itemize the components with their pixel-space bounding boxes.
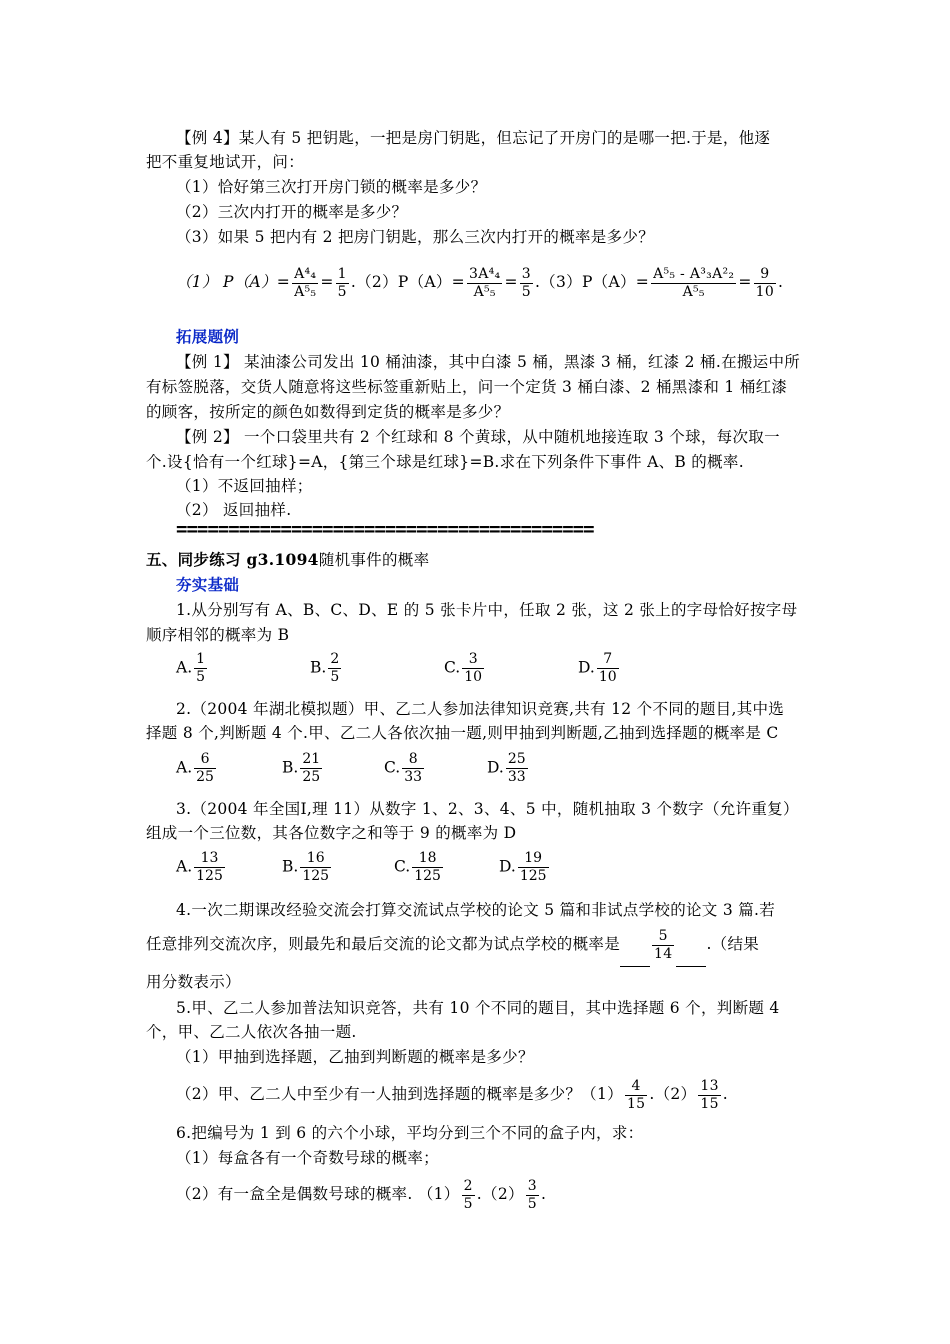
fraction: [194, 850, 225, 885]
ex4-line2: 把不重复地试开，问：: [146, 153, 305, 171]
fraction: [402, 751, 424, 786]
p2-option-d: [487, 751, 530, 786]
option-label: B.: [282, 758, 299, 777]
answer-blank: [620, 922, 650, 967]
denominator: 5: [463, 1195, 473, 1212]
fraction: [651, 266, 736, 301]
fraction: [300, 751, 322, 786]
numerator: 19: [518, 850, 549, 868]
fraction: [292, 266, 318, 301]
denominator: A⁵₅: [682, 283, 705, 300]
denominator: 25: [196, 769, 214, 785]
numerator: 16: [300, 850, 331, 868]
denominator: 5: [521, 283, 531, 300]
p3-line2: 组成一个三位数，其各位数字之和等于 9 的概率为 D: [146, 824, 517, 842]
p1-option-d: [578, 651, 621, 686]
p5-q2-text: （2）甲、乙二人中至少有一人抽到选择题的概率是多少？（1）: [176, 1085, 623, 1103]
p1-option-a: [176, 651, 209, 686]
fraction: [328, 651, 341, 686]
p2-line2: 择题 8 个,判断题 4 个.甲、乙二人各依次抽一题,则甲抽到判断题,乙抽到选择题的概率是 C: [146, 724, 779, 742]
p6-q2: [176, 1174, 806, 1214]
option-label: A.: [176, 658, 193, 677]
ex4-line1: 【例 4】某人有 5 把钥匙，一把是房门钥匙，但忘记了开房门的是哪一把.于是，他逐: [176, 129, 771, 147]
ext-e2-q2: （2） 返回抽样.: [176, 501, 292, 519]
p1-option-c: [444, 651, 486, 686]
numerator: 3: [527, 1177, 538, 1194]
numerator: 9: [754, 266, 776, 284]
numerator: 3: [521, 265, 531, 282]
numerator: 5: [652, 928, 674, 946]
denominator: 10: [598, 669, 617, 685]
numerator: 3A⁴₄: [468, 265, 501, 282]
p5-end: .: [722, 1085, 729, 1103]
option-label: B.: [282, 857, 299, 876]
fraction: [652, 928, 674, 963]
option-label: C.: [444, 658, 461, 677]
option-label: C.: [394, 857, 411, 876]
ext-e1-line1: 【例 1】 某油漆公司发出 10 桶油漆，其中白漆 5 桶，黑漆 3 桶，红漆 2 桶.在搬运中所: [176, 353, 801, 371]
fraction: [520, 266, 533, 301]
ans-p2: .（2）P（A）=: [350, 273, 465, 291]
denominator: A⁵₅: [473, 283, 496, 300]
denominator: A⁵₅: [294, 283, 317, 300]
option-label: C.: [384, 758, 401, 777]
p4-text: 任意排列交流次序，则最先和最后交流的论文都为试点学校的概率是: [146, 935, 621, 953]
numerator: 7: [597, 651, 619, 669]
p6-q1: （1）每盒各有一个奇数号球的概率；: [176, 1149, 439, 1167]
numerator: 1: [196, 651, 206, 667]
option-label: D.: [487, 758, 504, 777]
fraction: [518, 850, 549, 885]
numerator: A⁴₄: [294, 265, 317, 282]
p5-line1: 5.甲、乙二人参加普法知识竞答，共有 10 个不同的题目，其中选择题 6 个，判断题 4: [176, 999, 780, 1017]
ans-p3: .（3）P（A）=: [534, 273, 650, 291]
denominator: 5: [527, 1195, 538, 1212]
denominator: 15: [626, 1095, 646, 1112]
ex4-answer: （1） P（A）= $\frac{\text{A⁴₄}}{\text{A⁵₅}}$ = $\frac{1}{5}$ .（2）P（A）= $\frac{\text{3A⁴₄}}{\text{A⁵₅}}$ = $\frac{3}{5}$ .（3）P（A）= $\frac{\text{A⁵₅ - A³₃A²₂}}{\text{A⁵₅}}$ = $\frac{9}{10}$ .: [176, 265, 784, 300]
numerator: 6: [194, 751, 216, 769]
p3-option-a: [176, 850, 227, 885]
p2-option-b: [282, 751, 324, 786]
ext-e1-line2: 有标签脱落，交货人随意将这些标签重新贴上，问一个定货 3 桶白漆、2 桶黑漆和 1 桶红漆: [146, 378, 788, 396]
numerator: A⁵₅ - A³₃A²₂: [653, 265, 735, 282]
denominator: 125: [196, 868, 223, 884]
denominator: 25: [302, 769, 321, 785]
fraction: [300, 850, 331, 885]
ans-p1: （1） P（A）=: [176, 273, 291, 291]
sec5-title-a: 五、同步练习 g3.1094: [146, 550, 319, 569]
sec5-title-b: 随机事件的概率: [318, 551, 430, 569]
numerator: 4: [625, 1078, 647, 1096]
p6-end: .: [541, 1185, 547, 1203]
numerator: 13: [194, 850, 225, 868]
denominator: 5: [196, 669, 206, 685]
ext-e2-line1: 【例 2】 一个口袋里共有 2 个红球和 8 个黄球，从中随机地接连取 3 个球，每次取一: [176, 428, 780, 446]
numerator: 1: [337, 265, 347, 282]
p1-option-b: [310, 651, 343, 686]
numerator: 21: [302, 751, 321, 767]
ext-e1-line3: 的顾客，按所定的颜色如数得到定货的概率是多少？: [146, 403, 510, 421]
p6-line1: 6.把编号为 1 到 6 的六个小球，平均分到三个不同的盒子内，求：: [176, 1124, 644, 1142]
p5-q1: （1）甲抽到选择题，乙抽到判断题的概率是多少？: [176, 1048, 534, 1066]
fraction: [194, 751, 216, 786]
p5-mid: .（2）: [649, 1085, 697, 1103]
numerator: 2: [330, 651, 340, 667]
p1-line1: 1.从分别写有 A、B、C、D、E 的 5 张卡片中，任取 2 张，这 2 张上的字母恰好按字母: [176, 601, 798, 619]
p5-line2: 个，甲、乙二人依次各抽一题.: [146, 1023, 357, 1041]
p6-mid: .（2）: [476, 1185, 524, 1203]
p4-line2: [146, 922, 806, 967]
denominator: 10: [464, 669, 483, 685]
denominator: 33: [404, 769, 423, 785]
fraction: [506, 751, 528, 786]
p3-line1: 3.（2004 年全国Ⅰ,理 11）从数字 1、2、3、4、5 中，随机抽取 3 个数字（允许重复）: [176, 800, 799, 818]
fraction: [462, 651, 484, 686]
fraction: [597, 651, 619, 686]
p2-option-c: [384, 751, 426, 786]
denominator: 125: [519, 868, 547, 884]
numerator: 2: [463, 1177, 473, 1194]
denominator: 15: [700, 1095, 719, 1112]
denominator: 5: [337, 283, 347, 300]
denominator: 125: [302, 868, 330, 884]
p3-option-c: [394, 850, 445, 885]
numerator: 18: [412, 850, 443, 868]
option-label: D.: [578, 658, 595, 677]
p4-text-end: .（结果: [706, 935, 760, 953]
denominator: 14: [654, 945, 673, 962]
fraction: [754, 266, 776, 301]
ex4-q2: （2）三次内打开的概率是多少？: [176, 203, 408, 221]
fraction: [336, 266, 349, 301]
ext-title: 拓展题例: [176, 327, 240, 346]
answer-blank: [676, 922, 706, 967]
denominator: 10: [755, 283, 775, 300]
p4-line1: 4.一次二期课改经验交流会打算交流试点学校的论文 5 篇和非试点学校的论文 3 篇.若: [176, 901, 776, 919]
numerator: 13: [700, 1077, 719, 1094]
p1-line2: 顺序相邻的概率为 B: [146, 626, 290, 644]
numerator: 8: [402, 751, 424, 769]
p4-line3: 用分数表示）: [146, 973, 241, 991]
ans-end: .: [778, 273, 784, 291]
fraction: [467, 266, 502, 301]
denominator: 33: [507, 769, 526, 785]
p3-option-d: [499, 850, 551, 885]
fraction: [526, 1178, 539, 1213]
ex4-q1: （1）恰好第三次打开房门锁的概率是多少？: [176, 178, 487, 196]
fraction: [194, 651, 207, 686]
p3-option-b: [282, 850, 333, 885]
denominator: 5: [330, 669, 340, 685]
ext-e2-line2: 个.设{恰有一个红球}=A，{第三个球是红球}=B.求在下列条件下事件 A、B 的概率.: [146, 453, 744, 471]
separator-line: ========================================: [176, 520, 594, 538]
sec5-subtitle: 夯实基础: [176, 575, 240, 594]
p2-option-a: [176, 751, 218, 786]
fraction: [625, 1078, 647, 1113]
numerator: 25: [507, 751, 526, 767]
fraction: [462, 1178, 475, 1213]
option-label: B.: [310, 658, 327, 677]
fraction: [412, 850, 443, 885]
p2-line1: 2.（2004 年湖北模拟题）甲、乙二人参加法律知识竞赛,共有 12 个不同的题目,其中选: [176, 700, 785, 718]
option-label: A.: [176, 857, 193, 876]
p6-q2-text: （2）有一盒全是偶数号球的概率. （1）: [176, 1185, 460, 1203]
option-label: A.: [176, 758, 193, 777]
p5-q2: [176, 1074, 806, 1114]
ext-e2-q1: （1）不返回抽样；: [176, 477, 313, 495]
option-label: D.: [499, 857, 516, 876]
denominator: 125: [414, 868, 441, 884]
sec5-title: [146, 548, 806, 572]
fraction: [698, 1078, 720, 1113]
numerator: 3: [462, 651, 484, 669]
ex4-q3: （3）如果 5 把内有 2 把房门钥匙，那么三次内打开的概率是多少？: [176, 228, 654, 246]
